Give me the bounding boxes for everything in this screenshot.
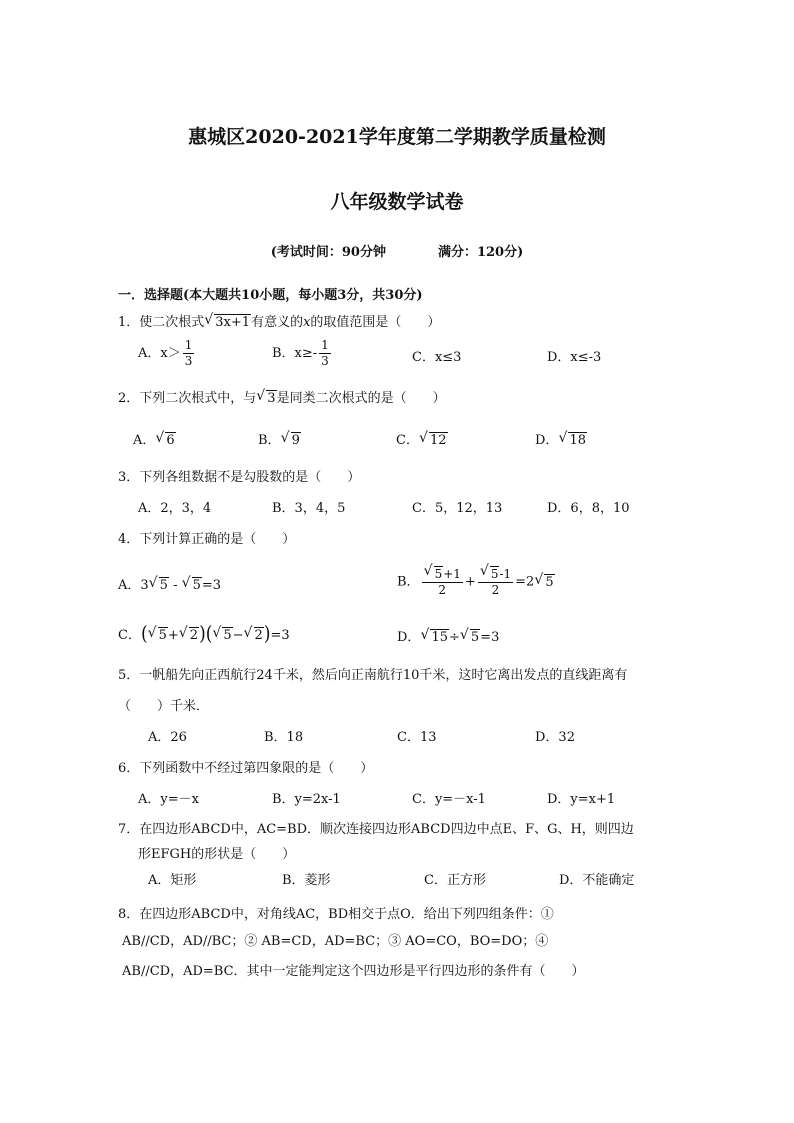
q2-c-text: C． bbox=[396, 433, 419, 448]
q4-b-num-2 bbox=[478, 566, 513, 583]
question-8-line-3: AB//CD，AD=BC．其中一定能判定这个四边形是平行四边形的条件有（ ） bbox=[122, 964, 585, 979]
q2-b-radicand: 9 bbox=[291, 433, 300, 448]
q1-b-den: 3 bbox=[321, 354, 329, 368]
q4-d-divide: ÷ bbox=[448, 630, 460, 645]
q2-option-b bbox=[258, 429, 301, 448]
q2-c-radicand: 12 bbox=[429, 433, 447, 448]
q4-b-num-1 bbox=[422, 566, 463, 583]
exam-info bbox=[0, 241, 794, 260]
q1-text-pre: 1．使二次根式 bbox=[118, 315, 205, 330]
q4-d-text: D． bbox=[397, 630, 421, 645]
q2-d-radicand: 18 bbox=[569, 433, 586, 448]
q1-a-den: 3 bbox=[184, 354, 193, 368]
q4-b-text: B． bbox=[397, 574, 420, 590]
q4-a-radicand-1: 5 bbox=[159, 578, 168, 593]
q1-option-b bbox=[272, 338, 333, 369]
page-title: 惠城区2020-2021学年度第二学期教学质量检测 bbox=[188, 126, 606, 148]
q4-c-rparen-1: ) bbox=[199, 622, 206, 646]
q1-a-fraction bbox=[183, 338, 195, 369]
q4-a-text: A．3 bbox=[118, 578, 149, 593]
section-title: 一．选择题(本大题共10小题，每小题3分，共30分) bbox=[118, 288, 423, 303]
q4-a-minus: - bbox=[168, 578, 182, 593]
q3-option-b: B．3，4，5 bbox=[272, 501, 346, 516]
question-8-line-1: 8．在四边形ABCD中，对角线AC，BD相交于点O．给出下列四组条件：① bbox=[118, 907, 554, 922]
q4-c-radicand-4: 2 bbox=[254, 628, 263, 643]
q4-a-radical-2 bbox=[183, 577, 202, 593]
q2-d-radical bbox=[559, 432, 587, 448]
question-5-line-1: 5．一帆船先向正西航行24千米，然后向正南航行10千米，这时它离出发点的直线距离有 bbox=[118, 668, 628, 683]
q4-b-num1-radicand: 5 bbox=[434, 567, 443, 581]
q2-a-radical bbox=[156, 432, 175, 448]
q4-b-num2-radical bbox=[481, 566, 500, 582]
q5-option-b: B．18 bbox=[264, 730, 304, 745]
question-3: 3．下列各组数据不是勾股数的是（ ） bbox=[118, 470, 361, 485]
q2-option-c bbox=[396, 429, 448, 448]
q2-a-radicand: 6 bbox=[166, 433, 175, 448]
q4-d-radical-1 bbox=[421, 629, 449, 645]
q4-d-radicand-1: 15 bbox=[431, 630, 448, 645]
q1-variable: x bbox=[303, 315, 311, 330]
q7-option-d: D．不能确定 bbox=[559, 873, 635, 888]
q4-c-plus: + bbox=[167, 628, 179, 643]
exam-score: 满分：120分) bbox=[437, 245, 524, 260]
q1-radical bbox=[205, 314, 251, 330]
q2-b-text: B． bbox=[258, 433, 281, 448]
q4-b-num2-post: -1 bbox=[499, 567, 512, 581]
q4-b-plus: + bbox=[464, 574, 476, 590]
q5-option-d: D．32 bbox=[535, 730, 575, 745]
q7-option-c: C．正方形 bbox=[424, 873, 486, 888]
q4-c-text: C． bbox=[118, 628, 141, 643]
question-4: 4．下列计算正确的是（ ） bbox=[118, 532, 296, 547]
q6-option-c: C．y=－x-1 bbox=[412, 792, 486, 807]
page-subtitle: 八年级数学试卷 bbox=[330, 191, 464, 213]
q4-b-radical bbox=[535, 574, 554, 590]
q1-a-num: 1 bbox=[184, 338, 193, 352]
q4-a-radical-1 bbox=[150, 577, 169, 593]
question-1 bbox=[118, 311, 440, 330]
q2-a-text: A． bbox=[133, 433, 156, 448]
q2-d-text: D． bbox=[535, 433, 559, 448]
q4-c-radical-4 bbox=[245, 627, 264, 643]
q4-c-radical-3 bbox=[213, 627, 232, 643]
q4-a-radicand-2: 5 bbox=[192, 578, 201, 593]
q4-d-radicand-2: 5 bbox=[470, 630, 480, 645]
q4-c-lparen-2: ( bbox=[205, 622, 213, 646]
q1-a-text: A．x＞ bbox=[138, 346, 181, 361]
q3-option-d: D．6，8，10 bbox=[547, 501, 630, 516]
q1-b-fraction bbox=[319, 338, 331, 369]
question-7-line-2: 形EFGH的形状是（ ） bbox=[138, 847, 296, 862]
q4-b-fraction-2 bbox=[478, 566, 513, 598]
q3-option-c: C．5，12，13 bbox=[412, 501, 503, 516]
q4-b-den-2: 2 bbox=[491, 583, 500, 597]
q4-b-equals: =2 bbox=[515, 574, 535, 590]
q4-b-num1-post: +1 bbox=[443, 567, 461, 581]
question-2 bbox=[118, 387, 446, 406]
question-8-line-2: AB//CD，AD//BC；② AB=CD，AD=BC；③ AO=CO，BO=DO；④ bbox=[122, 934, 549, 949]
q2-radicand: 3 bbox=[267, 391, 276, 406]
question-6: 6．下列函数中不经过第四象限的是（ ） bbox=[118, 761, 374, 776]
q4-c-lparen-1: ( bbox=[140, 622, 148, 646]
q1-b-text: B．x≥- bbox=[272, 346, 318, 361]
q4-c-radicand-3: 5 bbox=[223, 628, 232, 643]
q4-option-b bbox=[397, 566, 555, 598]
q4-c-radical-1 bbox=[149, 627, 168, 643]
q1-b-num: 1 bbox=[321, 338, 329, 352]
q6-option-d: D．y=x+1 bbox=[547, 792, 616, 807]
q2-b-radical bbox=[282, 432, 301, 448]
q6-option-b: B．y=2x-1 bbox=[272, 792, 341, 807]
q1-option-a bbox=[138, 338, 196, 369]
q3-option-a: A．2，3，4 bbox=[138, 501, 212, 516]
q4-option-a bbox=[118, 574, 221, 593]
q4-a-result: =3 bbox=[201, 578, 222, 593]
q2-option-d bbox=[535, 429, 587, 448]
q4-option-c bbox=[118, 624, 290, 644]
q4-c-result: =3 bbox=[270, 628, 290, 643]
q1-option-d: D．x≤-3 bbox=[547, 350, 602, 365]
q4-c-radicand-2: 2 bbox=[189, 628, 199, 643]
q1-radicand: 3x+1 bbox=[215, 315, 251, 330]
q4-b-fraction-1 bbox=[422, 566, 463, 598]
q2-radical bbox=[257, 390, 276, 406]
q6-option-a: A．y=－x bbox=[138, 792, 199, 807]
q2-text-post: 是同类二次根式的是（ ） bbox=[276, 391, 446, 406]
q1-text-mid: 有意义的 bbox=[251, 315, 304, 330]
question-7-line-1: 7．在四边形ABCD中，AC=BD．顺次连接四边形ABCD四边中点E、F、G、H，则四边 bbox=[118, 822, 634, 837]
q4-b-den-1: 2 bbox=[438, 583, 447, 597]
q4-b-num2-radicand: 5 bbox=[490, 567, 499, 581]
q4-c-radical-2 bbox=[180, 627, 199, 643]
exam-time: (考试时间：90分钟 bbox=[270, 245, 386, 260]
q5-option-a: A．26 bbox=[148, 730, 187, 745]
q4-b-num1-radical bbox=[425, 566, 444, 582]
question-5-line-2: （ ）千米． bbox=[118, 699, 210, 714]
q2-option-a bbox=[133, 429, 176, 448]
q1-option-c: C．x≤3 bbox=[412, 350, 462, 365]
q7-option-b: B．菱形 bbox=[282, 873, 331, 888]
q1-text-post: 的取值范围是（ ） bbox=[310, 315, 441, 330]
q2-c-radical bbox=[420, 432, 448, 448]
q2-text-pre: 2．下列二次根式中，与 bbox=[118, 391, 257, 406]
q4-option-d bbox=[397, 626, 499, 645]
q4-d-radical-2 bbox=[461, 629, 480, 645]
q7-option-a: A．矩形 bbox=[148, 873, 197, 888]
q4-b-radicand: 5 bbox=[545, 574, 554, 590]
q4-d-result: =3 bbox=[480, 630, 500, 645]
q5-option-c: C．13 bbox=[397, 730, 437, 745]
q4-c-rparen-2: ) bbox=[263, 622, 271, 646]
q4-c-minus: − bbox=[232, 628, 244, 643]
q4-c-radicand-1: 5 bbox=[158, 628, 167, 643]
